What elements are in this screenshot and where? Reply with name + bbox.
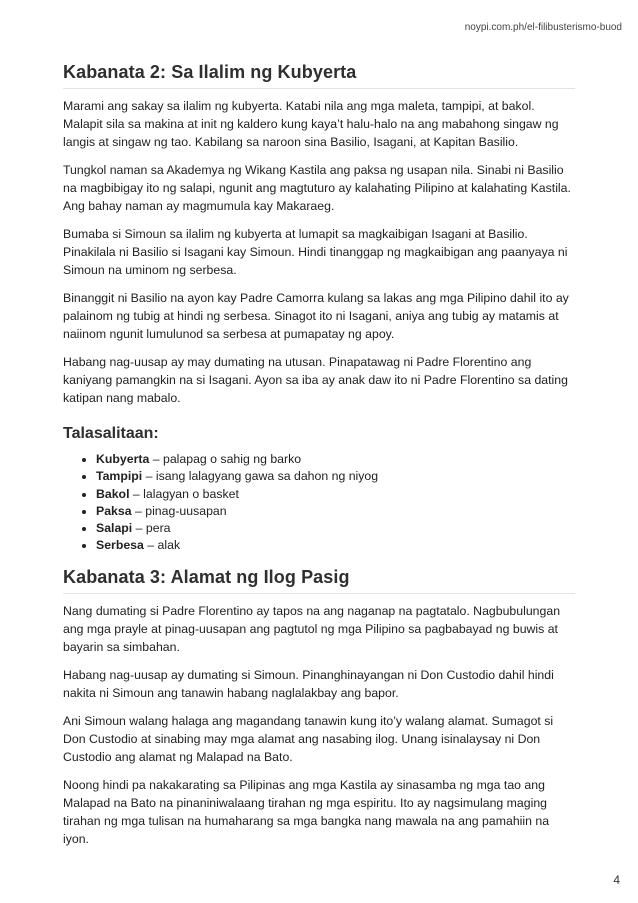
glossary-definition: – pera: [132, 521, 171, 536]
paragraph: Noong hindi pa nakakarating sa Pilipinas ang mga Kastila ay sinasamba ng mga tao ang Malapad na Bato na pinaniniwalaang tirahan ng mga espiritu. Ito ay nagsimulang maging tirahan ng mga tulisan na humaharang sa mga bangka nang mawala na ang pamahiin na iyon.: [63, 777, 550, 846]
paragraph: Bumaba si Simoun sa ilalim ng kubyerta at lumapit sa magkaibigan Isagani at Basilio. Pinakilala ni Basilio si Isagani kay Simoun. Hindi tinanggap ng magkaibigan ang paanyaya ni Simoun na uminom ng serbesa.: [63, 227, 568, 277]
paragraph: Ani Simoun walang halaga ang magandang tanawin kung ito’y walang alamat. Sumagot si Don Custodio at sinabing may mga alamat ang nasabing ilog. Unang isinalaysay ni Don Custodio ang alamat ng Malapad na Bato.: [63, 713, 554, 764]
glossary-term: Paksa: [96, 503, 132, 518]
glossary-title: Talasalitaan:: [63, 425, 159, 442]
glossary-list: [63, 451, 575, 555]
document-page: [63, 62, 575, 858]
glossary-definition: – isang lalagyang gawa sa dahon ng niyog: [142, 469, 379, 484]
glossary-item: [96, 537, 575, 554]
glossary-term: Bakol: [96, 486, 130, 501]
chapter-3-title: Kabanata 3: Alamat ng Ilog Pasig: [63, 567, 575, 594]
glossary-definition: – alak: [143, 538, 181, 553]
paragraph: Habang nag-uusap ay dumating si Simoun. Pinanghinayangan ni Don Custodio dahil hindi nakita ni Simoun ang tanawin habang naglalakbay ang bapor.: [63, 667, 554, 700]
glossary-term: Tampipi: [96, 469, 143, 484]
glossary-item: [96, 503, 575, 520]
glossary-term: Kubyerta: [96, 452, 150, 466]
source-url: noypi.com.ph/el-filibusterismo-buod: [464, 22, 622, 33]
glossary-definition: – palapag o sahig ng barko: [149, 452, 302, 466]
glossary-term: Serbesa: [96, 538, 144, 553]
paragraph: Tungkol naman sa Akademya ng Wikang Kastila ang paksa ng usapan nila. Sinabi ni Basilio na magbibigay ito ng salapi, ngunit ang magtuturo ay kalahating Pilipino at kalahating Kastila. Ang bahay naman ay magmumula kay Makaraeg.: [63, 163, 571, 213]
paragraph: Nang dumating si Padre Florentino ay tapos na ang naganap na pagtatalo. Nagbubulungan ang mga prayle at pinag-uusapan ang pagtutol ng mga Pilipino sa pagbabayad ng buwis at bayarin sa simbahan.: [63, 603, 561, 654]
page-number: 4: [613, 873, 620, 887]
glossary-item: [96, 486, 575, 503]
paragraph: Binanggit ni Basilio na ayon kay Padre Camorra kulang sa lakas ang mga Pilipino dahil ito ay palainom ng tubig at hindi ng serbesa. Sinagot ito ni Isagani, aniya ang tubig ay matamis at naiinom ngunit lumulunod sa serbesa at pumapatay ng apoy.: [63, 291, 569, 341]
glossary-item: [96, 468, 575, 485]
glossary-item: [96, 520, 575, 537]
paragraph: Habang nag-uusap ay may dumating na utusan. Pinapatawag ni Padre Florentino ang kaniyang pamangkin na si Isagani. Ayon sa iba ay anak daw ito ni Padre Florentino sa dating katipan nang mabalo.: [63, 355, 568, 405]
glossary-item: [96, 451, 575, 468]
glossary-definition: – pinag-uusapan: [131, 503, 227, 518]
chapter-2-title: Kabanata 2: Sa Ilalim ng Kubyerta: [63, 62, 575, 89]
glossary-definition: – lalagyan o basket: [129, 486, 239, 501]
paragraph: Marami ang sakay sa ilalim ng kubyerta. Katabi nila ang mga maleta, tampipi, at bakol. Malapit sila sa makina at init ng kaldero kung kaya’t halu-halo na ang mabahong singaw ng langis at singaw ng tao. Kabilang sa naroon sina Basilio, Isagani, at Kapitan Basilio.: [63, 99, 559, 149]
glossary-term: Salapi: [96, 521, 133, 536]
